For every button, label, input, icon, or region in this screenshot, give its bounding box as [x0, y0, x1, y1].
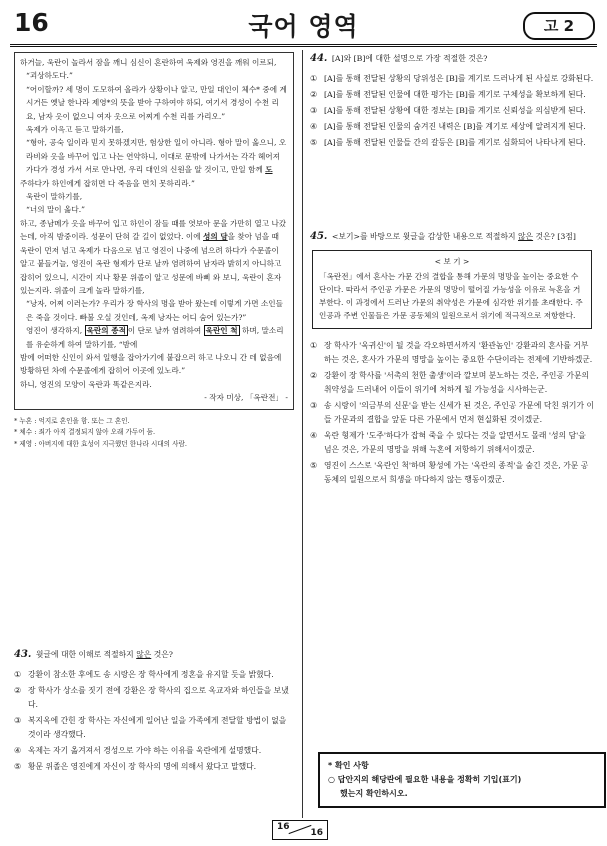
passage-paragraph: 하거늘, 욱란이 놀라서 잠을 깨니 심신이 혼란하여 옥제와 영진을 깨워 이르되, — [20, 58, 277, 67]
bogi-box — [312, 250, 592, 329]
question-number: 43. — [14, 649, 32, 660]
boxed-mark: 욱란인 척 — [205, 326, 238, 336]
question-45 — [310, 230, 594, 487]
answer-option[interactable] — [310, 136, 594, 150]
option-text: 옥제는 자기 옮겨져서 경성으로 가야 하는 이유를 욱란에게 설명했다. — [28, 746, 262, 755]
option-text: 욱란 형제가 '도주'하다가 잡혀 죽을 수 있다는 것을 알면서도 몰래 '성의 담'을 넘은 것은, 가문의 명망을 위해 늑혼에 저항하기 위해서이겠군. — [324, 431, 586, 454]
answer-option[interactable] — [14, 760, 294, 774]
page-number: 16 — [14, 8, 49, 37]
option-text: [A]를 통해 전달된 인물의 숨겨진 내력은 [B]를 계기로 세상에 알려지게 된다. — [324, 122, 586, 131]
bogi-caption: < 보 기 > — [434, 257, 470, 266]
option-mark: ① — [310, 74, 317, 83]
answer-option[interactable] — [310, 120, 594, 134]
answer-option[interactable] — [14, 668, 294, 682]
bold-mark: 도 — [265, 165, 273, 175]
passage-paragraph: “낭자, 어찌 이러는가? 우리가 장 학사의 명을 받아 왔는데 이렇게 가면 소인들은 죽을 것이다. 빠불 오실 것인데, 옥제 낭자는 어디 숨어 있는가?” — [26, 299, 283, 322]
option-text: 송 시랑이 '의금부의 신문'을 받는 신세가 된 것은, 주인공 가문에 닥친 위기가 이들 가문과의 결합을 앞둔 다른 가문에서 먼저 현실화된 것이겠군. — [324, 401, 594, 424]
bold-mark: 성의 담 — [203, 232, 228, 242]
answer-option[interactable] — [14, 714, 294, 742]
stem-underline: 않은 — [518, 232, 534, 241]
passage-text: 영진이 생각하지, — [26, 326, 85, 336]
page-slash — [289, 825, 312, 834]
option-mark: ④ — [310, 431, 317, 440]
option-mark: ⑤ — [14, 762, 21, 771]
footnotes — [14, 416, 294, 451]
answer-option[interactable] — [14, 744, 294, 758]
option-text: 복지옥에 간힌 장 학사는 자신에게 일어난 일을 가족에게 전달할 방법이 없을 것이라 생각했다. — [28, 716, 287, 739]
answer-option[interactable] — [310, 339, 594, 367]
footnote: * 제영 : 아버지에 대한 효성이 지극했던 한나라 시대의 사람. — [14, 439, 187, 448]
answer-option[interactable] — [310, 459, 594, 487]
answer-option[interactable] — [310, 369, 594, 397]
passage-paragraph — [20, 136, 288, 176]
answer-option[interactable] — [14, 684, 294, 712]
question-number: 45. — [310, 231, 328, 242]
bogi-text: 「옥란전」에서 혼사는 가문 간의 결합을 통해 가문의 명망을 높이는 중요한 수단이다. 따라서 주인공 가문은 가문의 명망이 떨어질 가능성을 이유로 늑혼을 거부한다. 이 과정에서 드러난 가문의 취약성은 가문에 심각한 위기를 초래한다. 주인공과 주변 인물들은 가문 공동체의 일원으로서 위기에 적극적으로 저항한다. — [319, 272, 583, 320]
option-text: 강환이 장 학사를 '서촉의 천한 출생'이라 깔보며 분노하는 것은, 주인공 가문의 취약성을 드러내어 이들이 위기에 처하게 될 가능성을 시사하는군. — [324, 371, 590, 394]
footnote: * 체수 : 죄가 아직 결정되지 않아 오래 가두어 둠. — [14, 428, 156, 437]
passage-text: 을 찾아 넘을 때 욱란이 먼저 넘고 옥제가 다음으로 넘고 영진이 나중에 넘으려 하다가 수문졸이 알고 붙들거늘, 영진이 옥란 형제가 단로 날까 염려하여 남자라 밝히지 아니하고 잡히어 있으니, 시간이 지나 황문 위졸이 알고 성문에 바삐 와 보니, 욱란이 혼자 있는지라. 위졸이 크게 놀라 말하기를, — [20, 232, 282, 295]
option-mark: ③ — [310, 106, 317, 115]
option-mark: ⑤ — [310, 461, 317, 470]
boxed-mark: 욱란의 종적 — [86, 326, 126, 336]
header-rule — [10, 44, 597, 49]
page-indicator — [272, 820, 328, 840]
option-mark: ② — [14, 686, 21, 695]
option-text: 장 학사가 상소를 짓기 전에 강환은 장 학사의 집으로 옥교자와 하인들을 보냈다. — [28, 686, 289, 709]
answer-option[interactable] — [310, 72, 594, 86]
question-stem — [14, 648, 294, 662]
answer-option[interactable] — [310, 399, 594, 427]
passage-text: 하고, 종남메가 옷을 바꾸어 입고 하인이 잠들 때를 엿보아 문을 가만히 열고 나갔는데, 아직 밤중이라. 성문이 단혀 갈 길이 없었다. 이에 — [20, 218, 287, 242]
footnote: * 누혼 : 억지로 혼인을 함. 또는 그 혼인. — [14, 416, 130, 425]
passage-paragraph: 욱란이 말하기를, — [26, 192, 83, 202]
option-text: 황문 위졸은 영진에게 자신이 장 학사의 명에 의해서 왔다고 말했다. — [28, 762, 257, 771]
stem-text: 것은? — [151, 650, 173, 659]
grade-badge: 고 2 — [523, 12, 595, 40]
option-text: [A]를 통해 전달된 인물에 대한 평가는 [B]를 계기로 구체성을 확보하게 된다. — [324, 90, 586, 99]
column-divider — [302, 50, 303, 818]
question-number: 44. — [310, 53, 328, 64]
exam-title: 국어 영역 — [248, 12, 359, 41]
passage-paragraph: 밤에 어떠한 신인이 와서 일행을 잡아가기에 붙잡으러 하고 나오니 간 데 없음에 방황하던 차에 수문졸에게 잡히어 이곳에 있노라.” — [20, 352, 282, 376]
passage-box — [14, 52, 294, 410]
answer-option[interactable] — [310, 104, 594, 118]
confirmation-box — [318, 752, 606, 808]
option-mark: ③ — [14, 716, 21, 725]
option-mark: ⑤ — [310, 138, 317, 147]
stem-text: 것은? [3점] — [533, 232, 576, 241]
option-mark: ① — [310, 341, 317, 350]
question-stem — [310, 52, 594, 66]
option-text: 강환이 참소한 후에도 송 시랑은 장 학사에게 정혼을 유지할 듯을 밝혔다. — [28, 670, 274, 679]
total-pages: 16 — [310, 828, 323, 838]
stem-text: 윗글에 대한 이해로 적절하지 — [35, 650, 137, 659]
passage-text: 이 단로 날까 염려하여 — [127, 326, 204, 336]
option-text: [A]를 통해 전달된 상황의 당위성은 [B]를 계기로 드러나게 된 사실로 강화된다. — [324, 74, 594, 83]
option-text: 영진이 스스로 '욱란인 척'하며 황성에 가는 '욱란의 종적'을 숨긴 것은, 가문 공동체의 일원으로서 희생을 마다하지 않는 행동이겠군. — [324, 461, 589, 484]
confirmation-title: * 확인 사항 — [328, 761, 369, 770]
option-text: 장 학사가 '욱귀신'이 될 것을 각오하면서까지 '환관놈인' 강환과의 혼사를 거부하는 것은, 혼사가 가문의 명망을 높이는 중요한 수단이라는 전제에 기반하겠군. — [324, 341, 593, 364]
stem-underline: 않은 — [136, 650, 152, 659]
passage-paragraph: 옥제가 이윽고 듣고 말하기를, — [26, 125, 124, 135]
passage-text: 하며, 말소리를 유순하게 하여 말하기를, “밤에 — [26, 326, 284, 349]
current-page: 16 — [277, 822, 290, 832]
passage-paragraph: “괴상하도다.” — [26, 71, 73, 81]
option-mark: ④ — [14, 746, 21, 755]
option-mark: ② — [310, 90, 317, 99]
option-mark: ③ — [310, 401, 317, 410]
question-44 — [310, 52, 594, 150]
passage-paragraph — [20, 324, 288, 351]
answer-option[interactable] — [310, 88, 594, 102]
left-column — [14, 52, 294, 771]
passage-source: - 작자 미상, 「옥란전」 - — [204, 393, 288, 403]
passage-text: “형아, 공숙 일이라 믿지 못하겠지만, 험상한 일이 아니라. 형아 말이 옳으니, 오라비와 옷을 바꾸어 입고 나는 연약하니, 이대로 문밖에 나가서는 각각 헤어져 가다가 경성 가서 서로 만나면, 우리 대인의 신원을 알 것이고, 만일 함께 — [26, 138, 287, 175]
passage-paragraph: 하니, 영진의 모양이 욱란과 똑같은지라. — [20, 379, 152, 389]
right-column — [310, 52, 594, 489]
confirmation-line: ○ 답안지의 해당란에 필요한 내용을 정확히 기입(표기) — [328, 775, 522, 784]
confirmation-line: 했는지 확인하시오. — [340, 789, 408, 798]
option-text: [A]를 통해 전달된 인물들 간의 갈등은 [B]를 계기로 심화되어 나타나게 된다. — [324, 138, 586, 147]
question-43 — [14, 648, 294, 776]
answer-option[interactable] — [310, 429, 594, 457]
stem-text: [A]와 [B]에 대한 설명으로 가장 적절한 것은? — [331, 54, 488, 63]
passage-paragraph: “어이할까? 세 명이 도모하여 올라가 상황이나 알고, 만일 대인이 체수* 중에 계시거든 옛날 한나라 제영*의 뜻을 받아 구하여야 하되, 여기서 경성이 수천 리요, 남자 옷이 없으니 여자 옷으로 어찌게 수천 리를 가리오.” — [26, 84, 287, 121]
option-text: [A]를 통해 전달된 상황에 대한 정보는 [B]를 계기로 신뢰성을 의심받게 된다. — [324, 106, 586, 115]
passage-paragraph: 주하다가 하인에게 잡히면 다 죽음을 면치 못하리라.” — [20, 178, 195, 188]
option-mark: ④ — [310, 122, 317, 131]
option-mark: ② — [310, 371, 317, 380]
passage-paragraph: “너의 말이 옳다.” — [26, 205, 86, 215]
stem-text: <보기>를 바탕으로 윗글을 감상한 내용으로 적절하지 — [331, 232, 518, 241]
question-stem — [310, 230, 594, 244]
passage-paragraph — [20, 217, 288, 297]
option-mark: ① — [14, 670, 21, 679]
